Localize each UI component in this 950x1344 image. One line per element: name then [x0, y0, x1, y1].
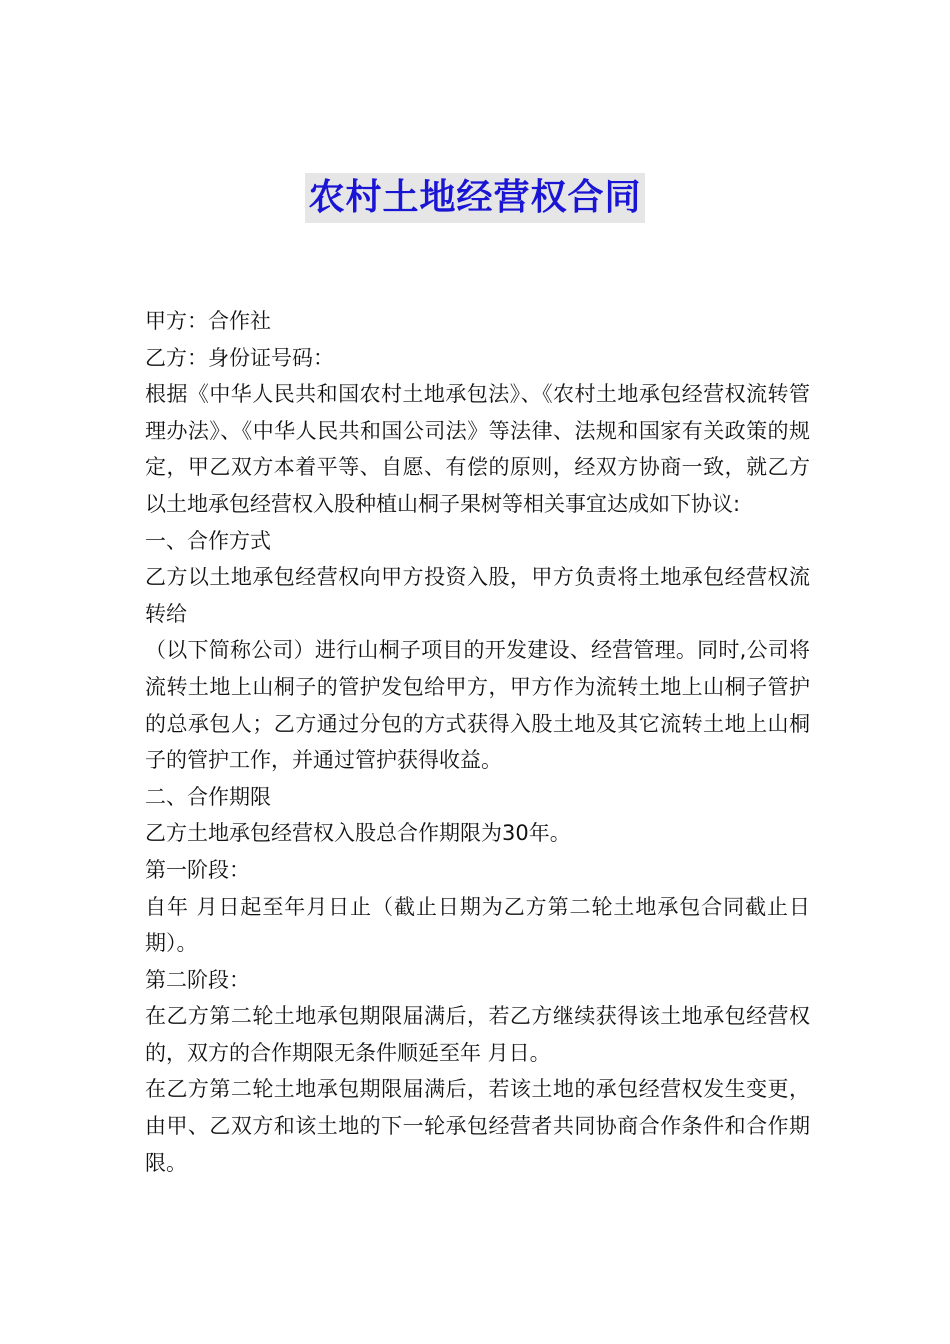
document-title: 农村土地经营权合同	[305, 173, 644, 223]
document-body	[145, 303, 810, 1181]
party-a-line: 甲方：合作社	[145, 309, 271, 333]
total-term-paragraph: 乙方土地承包经营权入股总合作期限为30年。	[145, 821, 571, 846]
phase-two-heading: 第二阶段：	[145, 967, 250, 992]
phase-one-heading: 第一阶段：	[145, 857, 250, 882]
title-container	[0, 173, 950, 223]
party-b-line: 乙方：身份证号码：	[145, 345, 334, 370]
cooperation-method-paragraph-1: 乙方以土地承包经营权向甲方投资入股，甲方负责将土地承包经营权流转给	[145, 565, 810, 626]
phase-two-paragraph-2: 在乙方第二轮土地承包期限届满后，若该土地的承包经营权发生变更，由甲、乙双方和该土地的下一轮承包经营者共同协商合作条件和合作期限。	[145, 1077, 810, 1175]
section-heading-cooperation-method: 一、合作方式	[145, 528, 271, 553]
preamble-paragraph: 根据《中华人民共和国农村土地承包法》、《农村土地承包经营权流转管理办法》、《中华人民共和国公司法》等法律、法规和国家有关政策的规定，甲乙双方本着平等、自愿、有偿的原则，经双方协商一致，就乙方以土地承包经营权入股种植山桐子果树等相关事宜达成如下协议:	[145, 382, 810, 516]
cooperation-method-paragraph-2: （以下简称公司）进行山桐子项目的开发建设、经营管理。同时,公司将流转土地上山桐子的管护发包给甲方，甲方作为流转土地上山桐子管护的总承包人；乙方通过分包的方式获得入股土地及其它流转土地上山桐子的管护工作，并通过管护获得收益。	[145, 638, 810, 773]
phase-one-paragraph: 自年 月日起至年月日止（截止日期为乙方第二轮土地承包合同截止日期）。	[145, 894, 810, 956]
section-heading-cooperation-term: 二、合作期限	[145, 784, 271, 809]
phase-two-paragraph-1: 在乙方第二轮土地承包期限届满后，若乙方继续获得该土地承包经营权的，双方的合作期限无条件顺延至年 月日。	[145, 1004, 810, 1065]
